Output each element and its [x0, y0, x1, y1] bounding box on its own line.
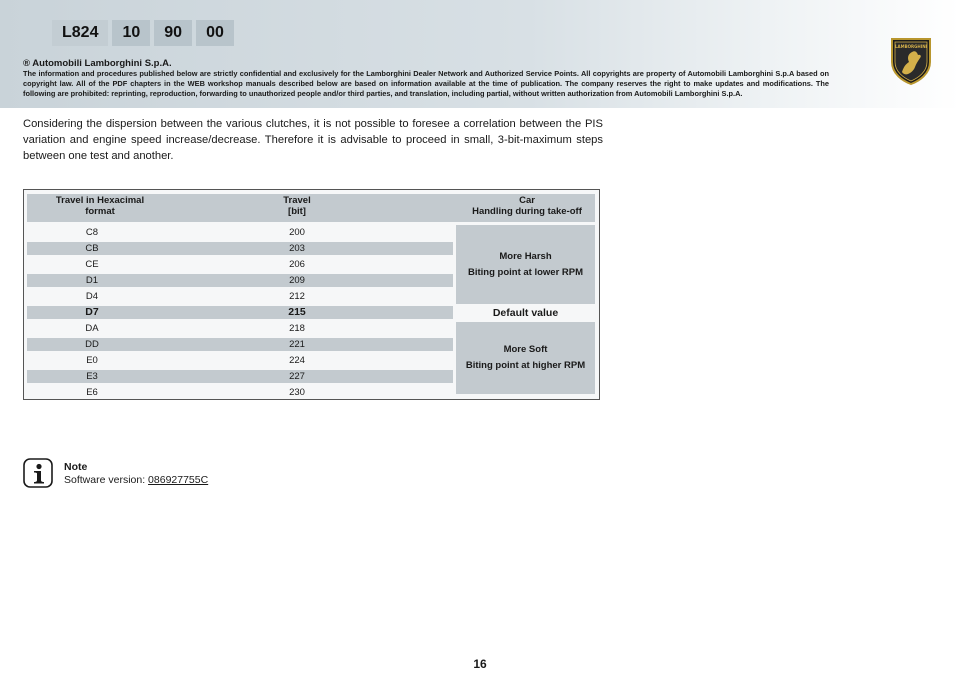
hex-cell: CB: [85, 243, 99, 254]
code-model: L824: [52, 20, 108, 46]
handling-soft-detail: Biting point at higher RPM: [465, 360, 586, 371]
handling-harsh-detail: Biting point at lower RPM: [467, 266, 584, 278]
header-travel-line2: [bit]: [288, 205, 306, 217]
info-icon: [23, 458, 53, 488]
table-row: [27, 226, 453, 239]
hex-cell: D1: [85, 275, 99, 286]
copyright-title: ® Automobili Lamborghini S.p.A.: [23, 58, 172, 69]
hex-cell: C8: [85, 227, 99, 238]
bit-cell: 206: [289, 259, 305, 270]
bit-cell: 221: [289, 339, 305, 350]
hex-cell: E6: [86, 387, 98, 398]
bit-cell: 230: [289, 387, 305, 398]
hex-cell: DA: [85, 323, 99, 334]
bit-cell: 203: [289, 243, 305, 254]
clutch-travel-table: [23, 189, 600, 400]
bit-cell: 215: [288, 306, 306, 318]
header-car-handling: [452, 196, 602, 217]
code-group: 10: [112, 20, 150, 46]
document-code-bar: [52, 20, 234, 46]
handling-default-label: Default value: [492, 306, 559, 319]
table-row-default: [27, 306, 453, 319]
note-version-prefix: Software version:: [64, 473, 149, 486]
table-row: [27, 242, 453, 255]
logo-wordmark: LAMBORGHINI: [894, 44, 928, 49]
handling-harsh-title: More Harsh: [499, 250, 552, 262]
handling-soft-cell: [456, 322, 595, 394]
intro-paragraph: Considering the dispersion between the various clutches, it is not possible to foresee a correlation between the PIS variation and engine speed increase/decrease. Therefore it is advisable to proceed in small, 3-bit-maximum steps between one test and another.: [23, 118, 603, 162]
hex-cell: DD: [85, 339, 99, 350]
hex-cell: E3: [86, 371, 98, 382]
copyright-notice: [23, 58, 829, 98]
software-version-link[interactable]: 086927755C: [148, 473, 209, 486]
lamborghini-bull-shield-icon: [889, 36, 933, 86]
table-row: [27, 258, 453, 271]
note-block: [64, 461, 208, 486]
table-row: [27, 386, 453, 399]
header-travel-bit: [227, 196, 367, 217]
hex-cell: CE: [85, 259, 99, 270]
bit-cell: 212: [289, 291, 305, 302]
table-row: [27, 322, 453, 335]
header-car-line1: Car: [519, 195, 535, 206]
bit-cell: 218: [289, 323, 305, 334]
code-section: 00: [196, 20, 234, 46]
code-subgroup: 90: [154, 20, 192, 46]
bit-cell: 227: [289, 371, 305, 382]
header-travel-line1: Travel: [283, 195, 311, 206]
hex-cell: D7: [85, 306, 99, 318]
table-row: [27, 274, 453, 287]
handling-soft-title: More Soft: [503, 344, 548, 355]
bit-cell: 224: [289, 355, 305, 366]
table-header: [27, 194, 595, 222]
table-row: [27, 370, 453, 383]
copyright-text: The information and procedures published below are strictly confidential and exclusively for the Lamborghini Dealer Network and Authorized Service Points. All copyrights are property of Automobili Lamborghini S.p.A based on copyright law. All of the PDF chapters in the WEB workshop manuals described below are based on information available at the time of publication. The company reserves the right to make updates and modifications. The following are prohibited: reprinting, reproduction, forwarding to unauthorized people and/or third parties, and translation, including partial, without written authorization from Automobili Lamborghini S.p.A.: [23, 69, 829, 98]
handling-default-cell: [456, 305, 595, 320]
hex-cell: E0: [86, 355, 98, 366]
note-label: Note: [64, 461, 88, 473]
bit-cell: 200: [289, 227, 305, 238]
header-hex-format-line2: format: [85, 205, 115, 217]
table-row: [27, 290, 453, 303]
handling-harsh-cell: [456, 225, 595, 304]
page-number: 16: [473, 657, 487, 671]
header-hex-format: [27, 196, 173, 217]
header-hex-format-line1: Travel in Hexacimal: [55, 195, 145, 206]
table-row: [27, 338, 453, 351]
header-car-line2: Handling during take-off: [472, 205, 582, 217]
hex-cell: D4: [85, 291, 99, 302]
bit-cell: 209: [289, 275, 305, 286]
table-row: [27, 354, 453, 367]
